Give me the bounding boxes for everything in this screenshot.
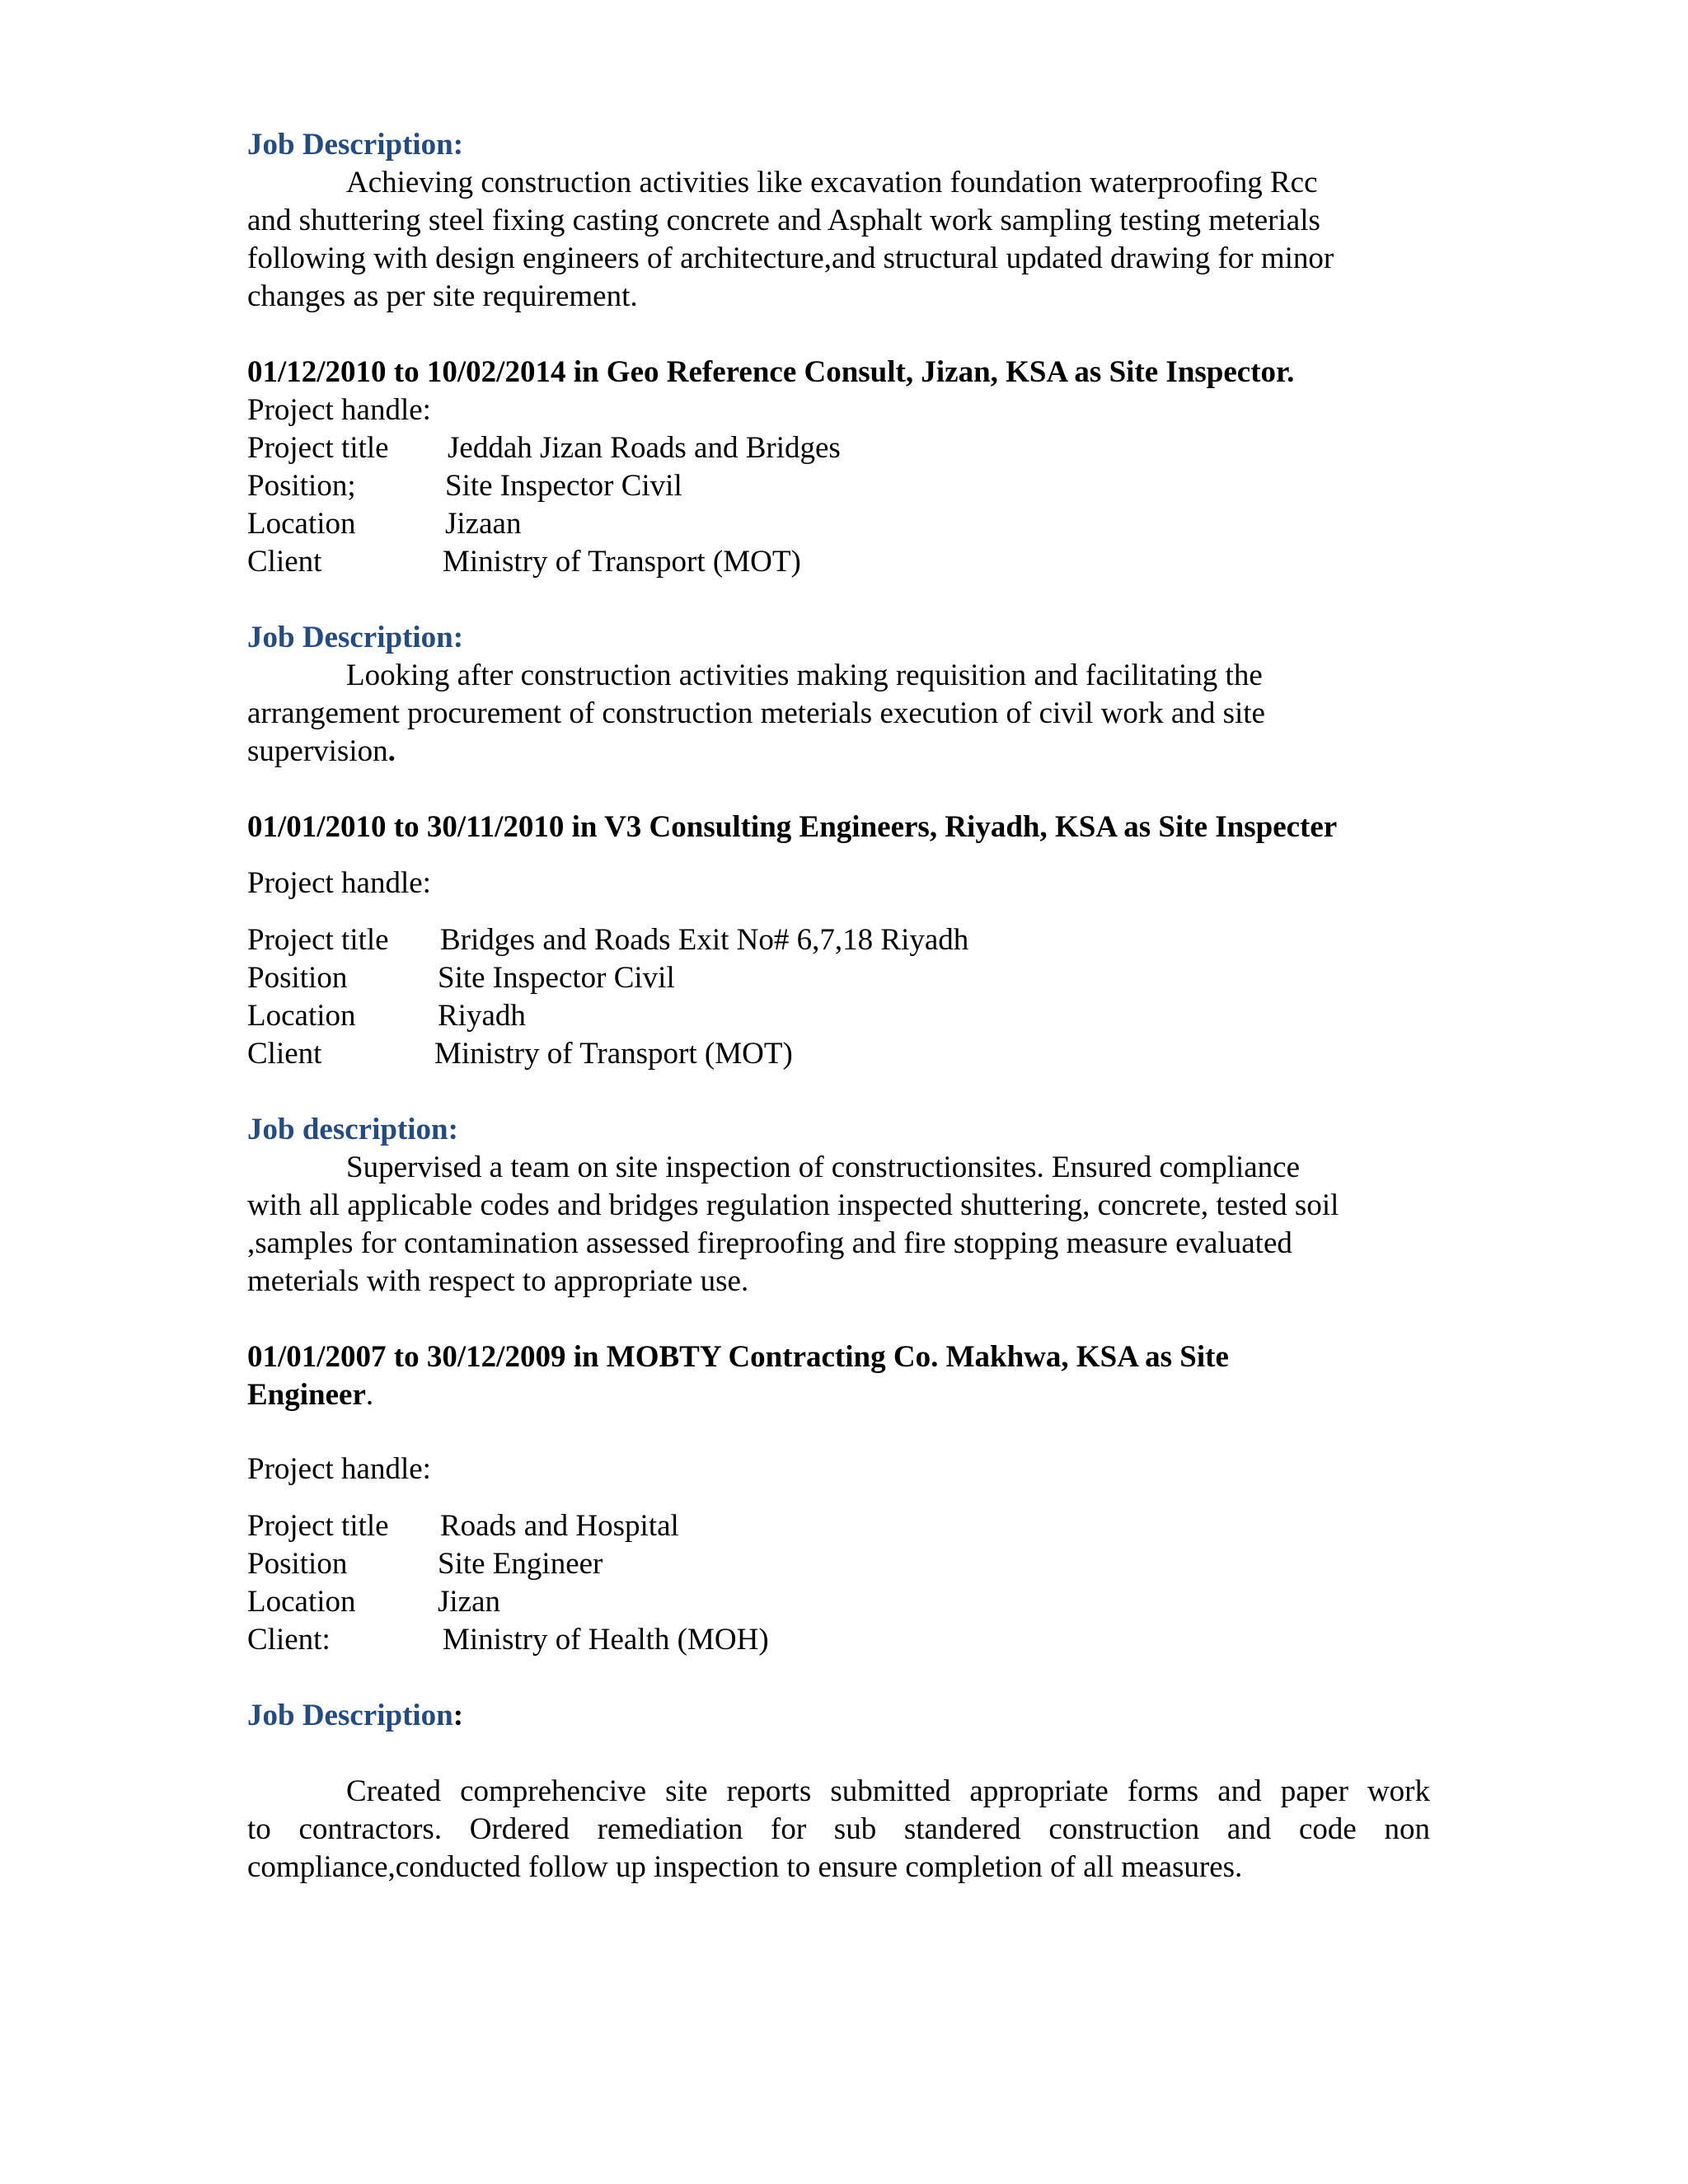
description-line: changes as per site requirement. (247, 279, 638, 313)
description-line: meterials with respect to appropriate use. (247, 1264, 749, 1298)
description-line: following with design engineers of architecture,and structural updated drawing for minor (247, 241, 1334, 275)
employment-heading-continued (247, 1376, 373, 1414)
field-label-client: Client: (247, 1623, 331, 1657)
description-line: compliance,conducted follow up inspection to ensure completion of all measures. (247, 1850, 1243, 1884)
employment-heading: 01/12/2010 to 10/02/2014 in Geo Reference Consult, Jizan, KSA as Site Inspector. (247, 355, 1295, 389)
description-line: Supervised a team on site inspection of constructionsites. Ensured compliance (346, 1151, 1300, 1184)
field-label-project-title: Project title (247, 1509, 389, 1543)
field-label-project-title: Project title (247, 431, 389, 465)
description-line: Looking after construction activities making requisition and facilitating the (346, 658, 1263, 692)
description-line: arrangement procurement of construction meterials execution of civil work and site (247, 696, 1265, 730)
description-line: with all applicable codes and bridges regulation inspected shuttering, concrete, tested soil (247, 1188, 1339, 1222)
description-line: to contractors. Ordered remediation for sub standered construction and code non (247, 1812, 1430, 1846)
job-description-heading: Job Description: (247, 621, 464, 654)
field-value-project-title: Bridges and Roads Exit No# 6,7,18 Riyadh (440, 923, 969, 957)
field-value-location: Jizan (438, 1585, 501, 1619)
field-label-position: Position; (247, 469, 356, 503)
field-value-client: Ministry of Transport (MOT) (443, 545, 801, 579)
field-value-position: Site Inspector Civil (438, 961, 675, 995)
description-text: supervision (247, 734, 388, 768)
employment-period: . (365, 1378, 374, 1412)
employment-role: Engineer (247, 1378, 366, 1412)
field-label-project-title: Project title (247, 923, 389, 957)
field-value-project-title: Jeddah Jizan Roads and Bridges (448, 431, 841, 465)
description-line: Created comprehencive site reports submitted appropriate forms and paper work (346, 1774, 1430, 1808)
employment-heading: 01/01/2010 to 30/11/2010 in V3 Consulting Engineers, Riyadh, KSA as Site Inspecter (247, 810, 1338, 844)
job-description-heading-row (247, 1697, 463, 1735)
field-label-location: Location (247, 1585, 356, 1619)
description-line: ,samples for contamination assessed fireproofing and fire stopping measure evaluated (247, 1226, 1292, 1260)
field-label-location: Location (247, 999, 356, 1033)
description-line: and shuttering steel fixing casting concrete and Asphalt work sampling testing meterials (247, 204, 1320, 237)
field-label-client: Client (247, 1037, 322, 1071)
project-handle-label: Project handle: (247, 866, 431, 900)
description-period: . (387, 734, 396, 768)
field-label-location: Location (247, 507, 356, 541)
project-handle-label: Project handle: (247, 393, 431, 427)
description-line (247, 733, 396, 771)
heading-colon: : (452, 1699, 464, 1732)
project-handle-label: Project handle: (247, 1452, 431, 1486)
job-description-heading: Job Description: (247, 128, 464, 162)
field-value-project-title: Roads and Hospital (440, 1509, 679, 1543)
description-line: Achieving construction activities like excavation foundation waterproofing Rcc (346, 166, 1318, 199)
field-value-location: Jizaan (445, 507, 522, 541)
field-label-position: Position (247, 961, 348, 995)
field-value-client: Ministry of Transport (MOT) (434, 1037, 793, 1071)
field-value-position: Site Inspector Civil (445, 469, 682, 503)
field-label-position: Position (247, 1547, 348, 1581)
job-description-heading: Job description: (247, 1113, 458, 1146)
field-value-position: Site Engineer (438, 1547, 603, 1581)
field-value-client: Ministry of Health (MOH) (443, 1623, 769, 1657)
field-value-location: Riyadh (438, 999, 526, 1033)
job-description-heading: Job Description (247, 1699, 453, 1732)
field-label-client: Client (247, 545, 322, 579)
employment-heading: 01/01/2007 to 30/12/2009 in MOBTY Contracting Co. Makhwa, KSA as Site (247, 1340, 1229, 1374)
